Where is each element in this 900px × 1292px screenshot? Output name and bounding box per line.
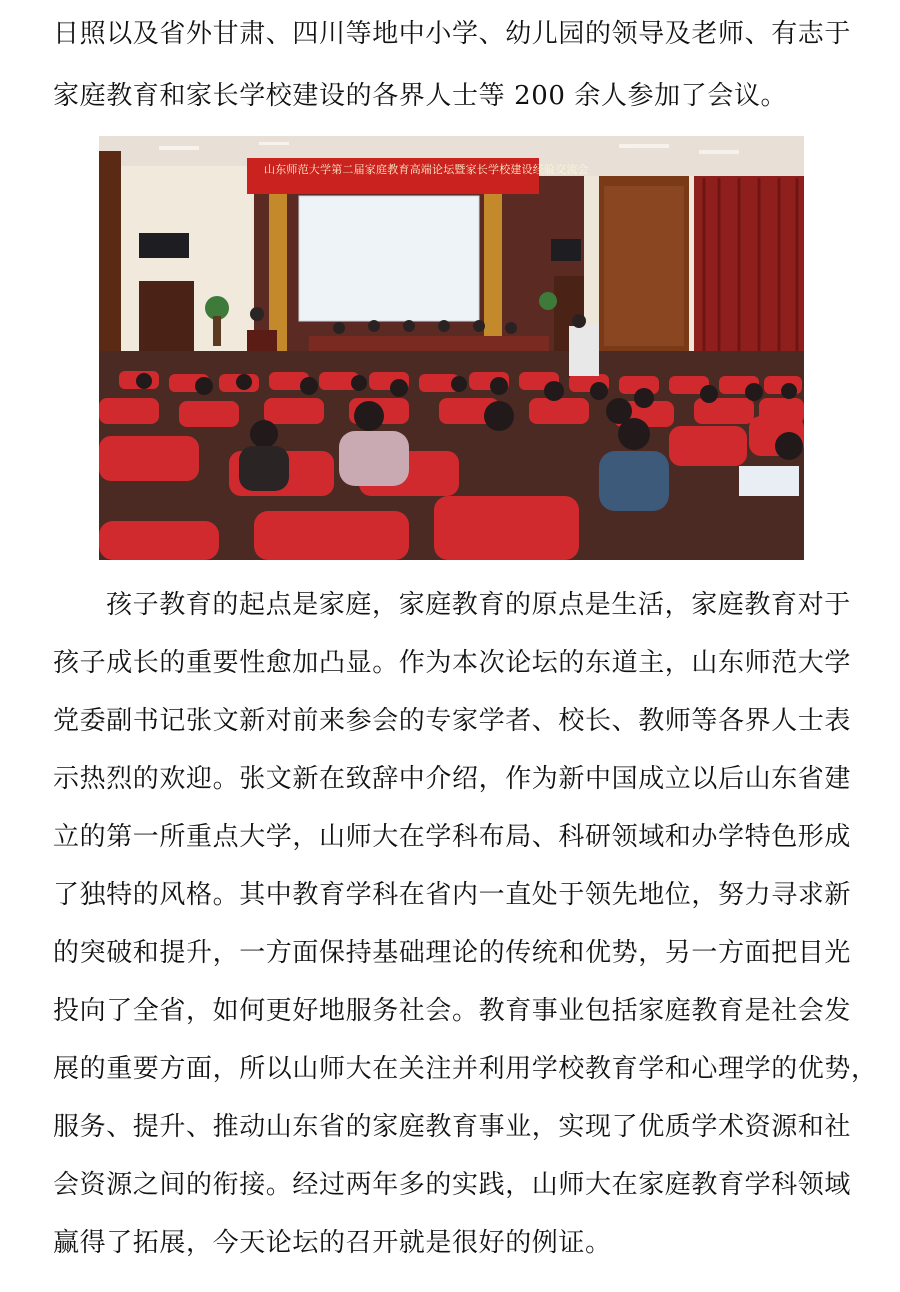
- text-line: 家庭教育和家长学校建设的各界人士等 200 余人参加了会议。: [53, 81, 788, 111]
- conference-hall-illustration: [99, 136, 804, 560]
- text-line: 了独特的风格。其中教育学科在省内一直处于领先地位，努力寻求新: [53, 880, 852, 910]
- text-line: 服务、提升、推动山东省的家庭教育事业，实现了优质学术资源和社: [53, 1112, 852, 1142]
- text-line: 投向了全省，如何更好地服务社会。教育事业包括家庭教育是社会发: [53, 996, 852, 1026]
- text-line: 党委副书记张文新对前来参会的专家学者、校长、教师等各界人士表: [53, 706, 852, 736]
- text-line: 会资源之间的衔接。经过两年多的实践，山师大在家庭教育学科领域: [53, 1170, 852, 1200]
- text-line: 的突破和提升，一方面保持基础理论的传统和优势，另一方面把目光: [53, 938, 852, 968]
- text-line: 展的重要方面，所以山师大在关注并利用学校教育学和心理学的优势，: [53, 1054, 878, 1084]
- banner-caption: 山东师范大学第二届家庭教育高端论坛暨家长学校建设经验交流会: [264, 163, 589, 176]
- text-line: 示热烈的欢迎。张文新在致辞中介绍，作为新中国成立以后山东省建: [53, 764, 852, 794]
- text-line: 孩子成长的重要性愈加凸显。作为本次论坛的东道主，山东师范大学: [53, 648, 852, 678]
- text-line: 赢得了拓展，今天论坛的召开就是很好的例证。: [53, 1228, 612, 1258]
- conference-photo: [99, 136, 804, 560]
- text-line: 孩子教育的起点是家庭，家庭教育的原点是生活，家庭教育对于: [106, 590, 851, 620]
- text-line: 立的第一所重点大学，山师大在学科布局、科研领域和办学特色形成: [53, 822, 852, 852]
- text-line: 日照以及省外甘肃、四川等地中小学、幼儿园的领导及老师、有志于: [53, 19, 852, 49]
